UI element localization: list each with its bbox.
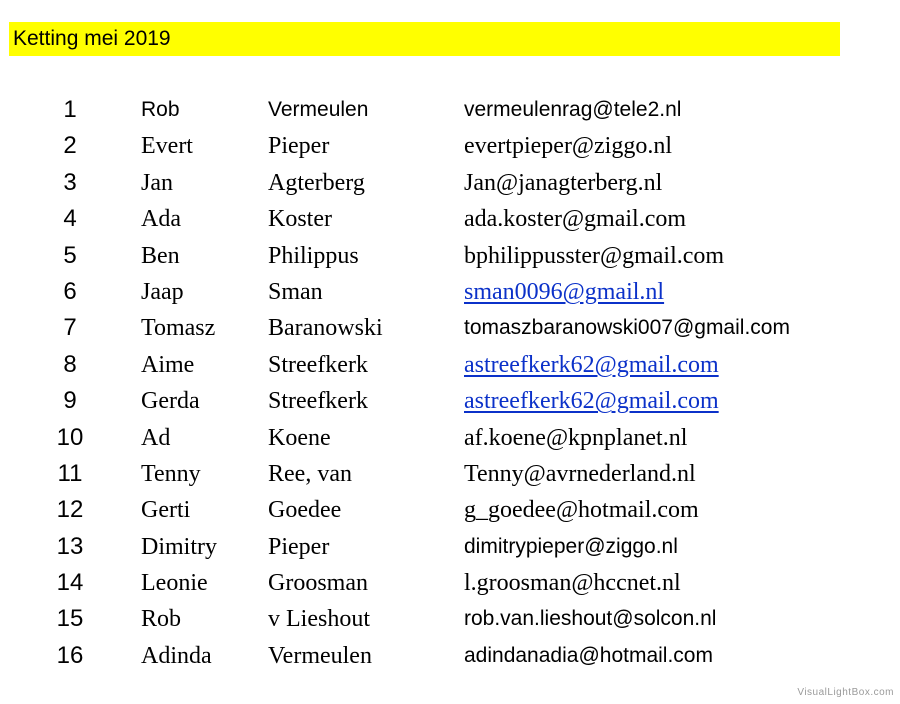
email-address: bphilippusster@gmail.com <box>464 242 725 269</box>
row-number: 5 <box>63 241 77 269</box>
first-name: Gerda <box>141 388 200 415</box>
first-name: Tenny <box>141 460 201 487</box>
email-address: tomaszbaranowski007@gmail.com <box>464 316 790 340</box>
row-number: 9 <box>63 387 77 415</box>
last-name: Vermeulen <box>268 98 369 121</box>
first-name: Ben <box>141 242 180 269</box>
last-name: Streefkerk <box>268 388 368 415</box>
email-address: l.groosman@hccnet.nl <box>464 570 681 597</box>
last-name: Vermeulen <box>268 642 372 669</box>
list-row <box>0 420 900 456</box>
email-address: vermeulenrag@tele2.nl <box>464 98 682 121</box>
list-row <box>0 165 900 201</box>
last-name: Baranowski <box>268 315 383 342</box>
last-name: Koene <box>268 424 331 451</box>
list-row <box>0 201 900 237</box>
last-name: Pieper <box>268 133 330 160</box>
row-number: 15 <box>56 605 84 633</box>
list-row <box>0 565 900 601</box>
email-link[interactable]: sman0096@gmail.nl <box>464 278 665 305</box>
list-row <box>0 601 900 637</box>
first-name: Jaap <box>141 278 184 305</box>
list-row <box>0 638 900 674</box>
email-address: ada.koster@gmail.com <box>464 206 687 233</box>
email-address: af.koene@kpnplanet.nl <box>464 424 688 451</box>
first-name: Tomasz <box>141 315 216 342</box>
row-number: 3 <box>63 168 77 196</box>
list-row <box>0 529 900 565</box>
first-name: Rob <box>141 606 182 633</box>
title-bar <box>9 22 840 56</box>
row-number: 4 <box>63 205 77 233</box>
row-number: 8 <box>63 350 77 378</box>
last-name: Philippus <box>268 242 359 269</box>
first-name: Aime <box>141 351 195 378</box>
first-name: Gerti <box>141 497 191 524</box>
first-name: Ada <box>141 206 181 233</box>
list-row <box>0 238 900 274</box>
first-name: Rob <box>141 98 180 121</box>
row-number: 11 <box>57 459 83 487</box>
first-name: Ad <box>141 424 171 451</box>
email-address: rob.van.lieshout@solcon.nl <box>464 607 717 631</box>
last-name: Ree, van <box>268 460 352 487</box>
row-number: 1 <box>63 96 77 123</box>
last-name: Sman <box>268 278 323 305</box>
email-link[interactable]: astreefkerk62@gmail.com <box>464 351 719 378</box>
first-name: Jan <box>141 169 173 196</box>
list-row <box>0 347 900 383</box>
last-name: v Lieshout <box>268 606 370 633</box>
row-number: 16 <box>56 641 84 669</box>
row-number: 12 <box>56 496 84 524</box>
email-link[interactable]: astreefkerk62@gmail.com <box>464 388 719 415</box>
list-row <box>0 274 900 310</box>
row-number: 10 <box>56 423 84 451</box>
first-name: Dimitry <box>141 533 217 560</box>
last-name: Groosman <box>268 570 368 597</box>
last-name: Koster <box>268 206 332 233</box>
last-name: Pieper <box>268 533 330 560</box>
page-title: Ketting mei 2019 <box>13 27 171 50</box>
member-list <box>0 92 900 674</box>
email-address: g_goedee@hotmail.com <box>464 497 699 524</box>
row-number: 6 <box>63 277 77 305</box>
email-address: adindanadia@hotmail.com <box>464 643 713 667</box>
list-row <box>0 128 900 164</box>
row-number: 7 <box>63 314 77 342</box>
first-name: Adinda <box>141 642 212 669</box>
list-row <box>0 456 900 492</box>
last-name: Streefkerk <box>268 351 368 378</box>
email-address: Jan@janagterberg.nl <box>464 169 663 196</box>
list-row <box>0 310 900 346</box>
row-number: 13 <box>56 532 84 560</box>
email-address: dimitrypieper@ziggo.nl <box>464 534 678 558</box>
list-row <box>0 492 900 528</box>
list-row <box>0 92 900 128</box>
email-address: evertpieper@ziggo.nl <box>464 133 673 160</box>
list-row <box>0 383 900 419</box>
watermark: VisualLightBox.com <box>797 687 894 698</box>
first-name: Evert <box>141 133 193 160</box>
row-number: 14 <box>56 569 84 597</box>
email-address: Tenny@avrnederland.nl <box>464 460 696 487</box>
last-name: Goedee <box>268 497 342 524</box>
row-number: 2 <box>63 132 77 160</box>
first-name: Leonie <box>141 570 208 597</box>
last-name: Agterberg <box>268 169 365 196</box>
